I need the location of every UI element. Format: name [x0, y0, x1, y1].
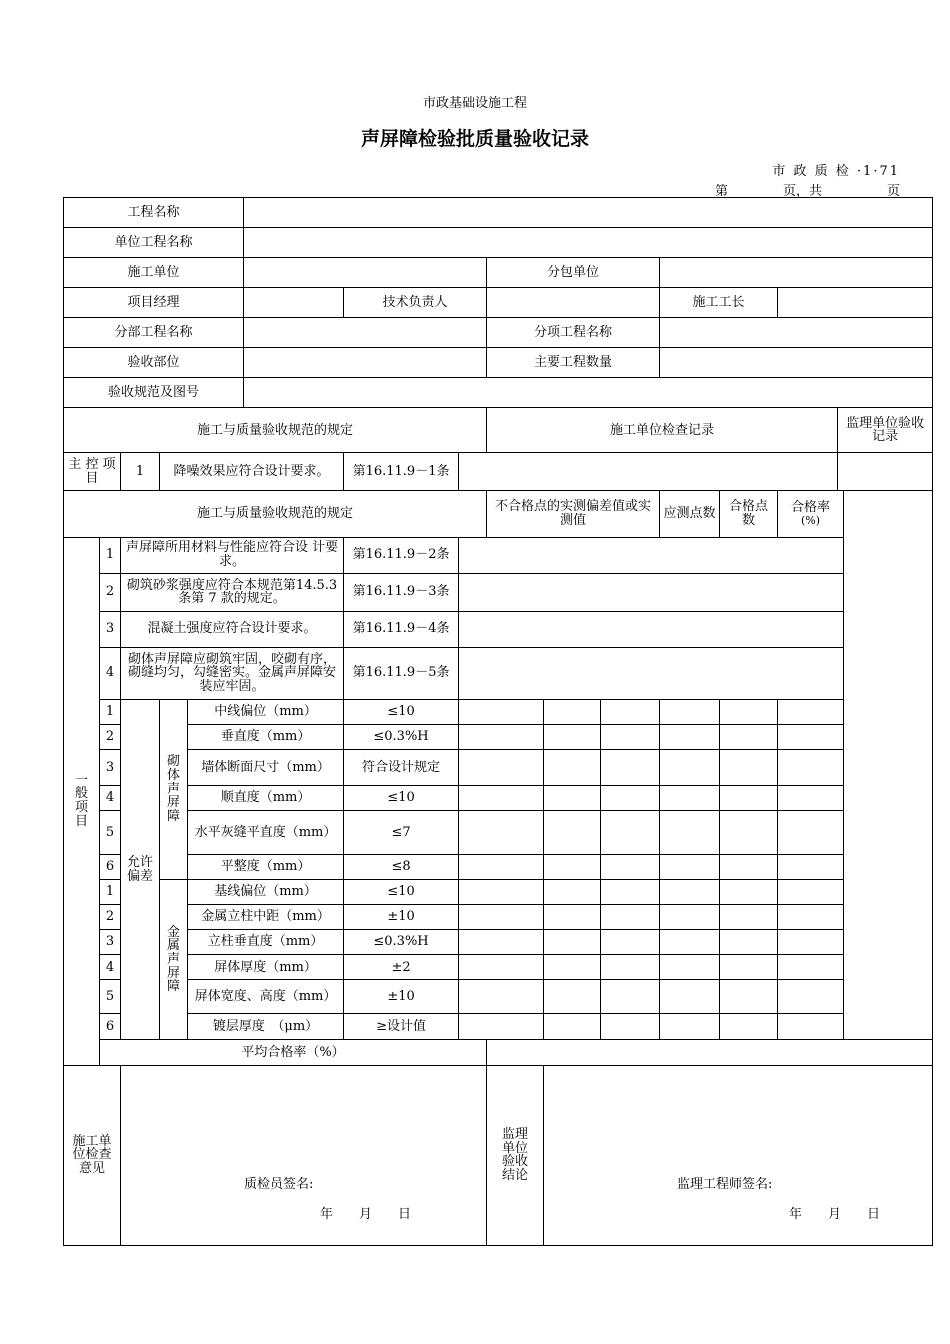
check-record-header: 施工单位检查记录	[487, 408, 838, 453]
pass-cell[interactable]	[720, 905, 778, 930]
measure-cell[interactable]	[459, 811, 544, 855]
page-ye2: 页	[887, 184, 901, 199]
spec-header: 施工与质量验收规范的规定	[64, 408, 487, 453]
general-item-record[interactable]	[459, 573, 844, 611]
pass-cell[interactable]	[720, 724, 778, 749]
spec-drawing-field[interactable]	[244, 378, 933, 408]
masonry-item-name: 中线偏位（mm）	[188, 699, 344, 724]
masonry-item-no: 3	[100, 749, 121, 785]
masonry-barrier-label: 砌体声屏障	[160, 699, 188, 879]
main-control-label: 主 控 项 目	[64, 453, 121, 491]
label-project-manager: 项目经理	[64, 288, 244, 318]
measure-cell[interactable]	[601, 811, 660, 855]
measure-cell[interactable]	[459, 749, 544, 785]
rate-cell[interactable]	[778, 785, 844, 810]
metal-item-value: ±2	[344, 955, 459, 980]
measure-cell[interactable]	[459, 905, 544, 930]
label-main-quantity: 主要工程数量	[487, 348, 660, 378]
page-ye: 页，共	[783, 184, 823, 199]
rate-cell[interactable]	[778, 699, 844, 724]
masonry-item-name: 垂直度（mm）	[188, 724, 344, 749]
rate-cell[interactable]	[778, 749, 844, 785]
metal-item-name: 金属立柱中距（mm）	[188, 905, 344, 930]
general-item-no: 1	[100, 537, 121, 573]
measure-cell[interactable]	[544, 955, 601, 980]
rate-cell[interactable]	[778, 811, 844, 855]
should-cell[interactable]	[660, 855, 720, 880]
label-unit-project-name: 单位工程名称	[64, 228, 244, 258]
metal-item-value: ±10	[344, 980, 459, 1014]
measure-cell[interactable]	[459, 785, 544, 810]
general-item-no: 4	[100, 647, 121, 699]
metal-barrier-label: 金属声屏障	[160, 880, 188, 1040]
label-division-name: 分部工程名称	[64, 318, 244, 348]
should-cell[interactable]	[660, 811, 720, 855]
page-di: 第	[715, 184, 729, 199]
measure-cell[interactable]	[544, 724, 601, 749]
should-points-header: 应测点数	[660, 491, 720, 537]
supervisor-conclusion-area[interactable]	[544, 1065, 933, 1246]
pass-cell[interactable]	[720, 1014, 778, 1040]
metal-item-no: 3	[100, 930, 121, 955]
measure-cell[interactable]	[544, 699, 601, 724]
main-quantity-field[interactable]	[660, 348, 933, 378]
division-name-field[interactable]	[244, 318, 487, 348]
measure-cell[interactable]	[459, 955, 544, 980]
subcontract-unit-field[interactable]	[660, 258, 933, 288]
pass-cell[interactable]	[720, 749, 778, 785]
masonry-item-no: 6	[100, 855, 121, 880]
measure-cell[interactable]	[544, 811, 601, 855]
rate-cell[interactable]	[778, 930, 844, 955]
should-cell[interactable]	[660, 724, 720, 749]
supervisor-record-header: 监理单位验收记录	[838, 408, 933, 453]
measure-cell[interactable]	[544, 855, 601, 880]
general-item-text: 声屏障所用材料与性能应符合设 计要求。	[121, 537, 344, 573]
metal-item-no: 6	[100, 1014, 121, 1040]
masonry-item-name: 墙体断面尺寸（mm）	[188, 749, 344, 785]
acceptance-part-field[interactable]	[244, 348, 487, 378]
item-name-field[interactable]	[660, 318, 933, 348]
measure-cell[interactable]	[459, 855, 544, 880]
general-supervisor-record[interactable]	[844, 491, 933, 1040]
supervisor-conclusion-label: 监理单位验收结论	[487, 1065, 544, 1246]
masonry-item-name: 顺直度（mm）	[188, 785, 344, 810]
measure-cell[interactable]	[544, 930, 601, 955]
unit-project-name-field[interactable]	[244, 228, 933, 258]
metal-item-no: 2	[100, 905, 121, 930]
general-item-record[interactable]	[459, 537, 844, 573]
should-cell[interactable]	[660, 905, 720, 930]
measure-cell[interactable]	[601, 699, 660, 724]
measure-cell[interactable]	[601, 955, 660, 980]
measure-cell[interactable]	[544, 905, 601, 930]
metal-item-name: 屏体厚度（mm）	[188, 955, 344, 980]
should-cell[interactable]	[660, 749, 720, 785]
measure-cell[interactable]	[459, 880, 544, 905]
measure-cell[interactable]	[459, 980, 544, 1014]
measure-cell[interactable]	[601, 905, 660, 930]
metal-item-name: 基线偏位（mm）	[188, 880, 344, 905]
general-item-text: 混凝土强度应符合设计要求。	[121, 611, 344, 647]
pass-rate-unit: (%)	[801, 514, 821, 528]
construction-unit-field[interactable]	[244, 258, 487, 288]
should-cell[interactable]	[660, 699, 720, 724]
general-item-clause: 第16.11.9－2条	[344, 537, 459, 573]
pass-cell[interactable]	[720, 785, 778, 810]
masonry-item-no: 1	[100, 699, 121, 724]
label-foreman: 施工工长	[660, 288, 778, 318]
construction-opinion-area[interactable]	[121, 1065, 487, 1246]
acceptance-record-table	[63, 197, 933, 1246]
project-name-field[interactable]	[244, 198, 933, 228]
masonry-item-value: ≤0.3%H	[344, 724, 459, 749]
measure-cell[interactable]	[459, 930, 544, 955]
metal-item-no: 5	[100, 980, 121, 1014]
rate-cell[interactable]	[778, 980, 844, 1014]
label-tech-lead: 技术负责人	[344, 288, 487, 318]
main-item-clause: 第16.11.9－1条	[344, 453, 459, 491]
form-code: 市 政 质 检 ·1·71	[772, 164, 900, 179]
label-project-name: 工程名称	[64, 198, 244, 228]
masonry-item-no: 2	[100, 724, 121, 749]
rate-cell[interactable]	[778, 724, 844, 749]
allowable-deviation-label: 允许偏差	[121, 699, 160, 1040]
measure-cell[interactable]	[459, 724, 544, 749]
pass-rate-header	[778, 491, 844, 537]
pass-points-header: 合格点数	[720, 491, 778, 537]
measure-cell[interactable]	[544, 749, 601, 785]
pass-cell[interactable]	[720, 955, 778, 980]
project-manager-field[interactable]	[244, 288, 344, 318]
measure-cell[interactable]	[601, 749, 660, 785]
masonry-item-name: 平整度（mm）	[188, 855, 344, 880]
tech-lead-field[interactable]	[487, 288, 660, 318]
main-item-record[interactable]	[459, 453, 838, 491]
pass-cell[interactable]	[720, 980, 778, 1014]
measure-cell[interactable]	[459, 1014, 544, 1040]
general-item-text: 砌筑砂浆强度应符合本规范第14.5.3 条第 7 款的规定。	[121, 573, 344, 611]
label-construction-unit: 施工单位	[64, 258, 244, 288]
label-item-name: 分项工程名称	[487, 318, 660, 348]
measure-cell[interactable]	[544, 880, 601, 905]
general-item-record[interactable]	[459, 611, 844, 647]
metal-item-value: ±10	[344, 905, 459, 930]
rate-cell[interactable]	[778, 905, 844, 930]
masonry-item-no: 5	[100, 811, 121, 855]
rate-cell[interactable]	[778, 855, 844, 880]
should-cell[interactable]	[660, 955, 720, 980]
construction-opinion-label: 施工单位检查意见	[64, 1065, 121, 1246]
metal-item-value: ≤0.3%H	[344, 930, 459, 955]
label-subcontract-unit: 分包单位	[487, 258, 660, 288]
engineer-signature-label: 监理工程师签名:	[677, 1176, 773, 1192]
should-cell[interactable]	[660, 1014, 720, 1040]
measure-cell[interactable]	[601, 785, 660, 810]
main-item-text: 降噪效果应符合设计要求。	[160, 453, 344, 491]
pass-cell[interactable]	[720, 855, 778, 880]
metal-item-name: 镀层厚度 （μm）	[188, 1014, 344, 1040]
document-title: 声屏障检验批质量验收记录	[360, 128, 589, 150]
label-acceptance-part: 验收部位	[64, 348, 244, 378]
nonconform-header: 不合格点的实测偏差值或实测值	[487, 491, 660, 537]
measure-cell[interactable]	[601, 724, 660, 749]
should-cell[interactable]	[660, 980, 720, 1014]
general-item-clause: 第16.11.9－5条	[344, 647, 459, 699]
measure-cell[interactable]	[601, 880, 660, 905]
masonry-item-no: 4	[100, 785, 121, 810]
general-item-no: 2	[100, 573, 121, 611]
general-item-clause: 第16.11.9－3条	[344, 573, 459, 611]
should-cell[interactable]	[660, 880, 720, 905]
pass-cell[interactable]	[720, 699, 778, 724]
masonry-item-value: 符合设计规定	[344, 749, 459, 785]
pass-rate-label: 合格率	[791, 500, 831, 516]
masonry-item-value: ≤10	[344, 785, 459, 810]
should-cell[interactable]	[660, 930, 720, 955]
masonry-item-value: ≤8	[344, 855, 459, 880]
metal-item-no: 1	[100, 880, 121, 905]
general-item-no: 3	[100, 611, 121, 647]
inspector-signature-label: 质检员签名:	[244, 1176, 314, 1192]
measure-cell[interactable]	[544, 1014, 601, 1040]
average-pass-rate-field[interactable]	[487, 1040, 933, 1065]
rate-cell[interactable]	[778, 880, 844, 905]
metal-item-no: 4	[100, 955, 121, 980]
measure-cell[interactable]	[601, 930, 660, 955]
general-item-record[interactable]	[459, 647, 844, 699]
metal-item-name: 立柱垂直度（mm）	[188, 930, 344, 955]
rate-cell[interactable]	[778, 1014, 844, 1040]
measure-cell[interactable]	[544, 980, 601, 1014]
label-spec-drawing: 验收规范及图号	[64, 378, 244, 408]
measure-cell[interactable]	[459, 699, 544, 724]
date-left: 年 月 日	[320, 1206, 412, 1222]
masonry-item-value: ≤10	[344, 699, 459, 724]
pass-cell[interactable]	[720, 811, 778, 855]
general-item-text: 砌体声屏障应砌筑牢固，咬砌有序，砌缝均匀，勾缝密实。金属声屏障安装应牢固。	[121, 647, 344, 699]
document-subtitle: 市政基础设施工程	[422, 96, 527, 111]
should-cell[interactable]	[660, 785, 720, 810]
metal-item-name: 屏体宽度、高度（mm）	[188, 980, 344, 1014]
metal-item-value: ≤10	[344, 880, 459, 905]
general-items-label: 一般项目	[64, 537, 100, 1065]
masonry-item-name: 水平灰缝平直度（mm）	[188, 811, 344, 855]
pass-cell[interactable]	[720, 930, 778, 955]
metal-item-value: ≥设计值	[344, 1014, 459, 1040]
masonry-item-value: ≤7	[344, 811, 459, 855]
rate-cell[interactable]	[778, 955, 844, 980]
general-item-clause: 第16.11.9－4条	[344, 611, 459, 647]
pass-cell[interactable]	[720, 880, 778, 905]
average-pass-rate-label: 平均合格率（%）	[100, 1040, 487, 1065]
date-right: 年 月 日	[789, 1206, 881, 1222]
main-item-no: 1	[121, 453, 160, 491]
spec-header-2: 施工与质量验收规范的规定	[64, 491, 487, 537]
measure-cell[interactable]	[544, 785, 601, 810]
measure-cell[interactable]	[601, 980, 660, 1014]
main-item-supervisor[interactable]	[838, 453, 933, 491]
measure-cell[interactable]	[601, 1014, 660, 1040]
measure-cell[interactable]	[601, 855, 660, 880]
foreman-field[interactable]	[778, 288, 933, 318]
